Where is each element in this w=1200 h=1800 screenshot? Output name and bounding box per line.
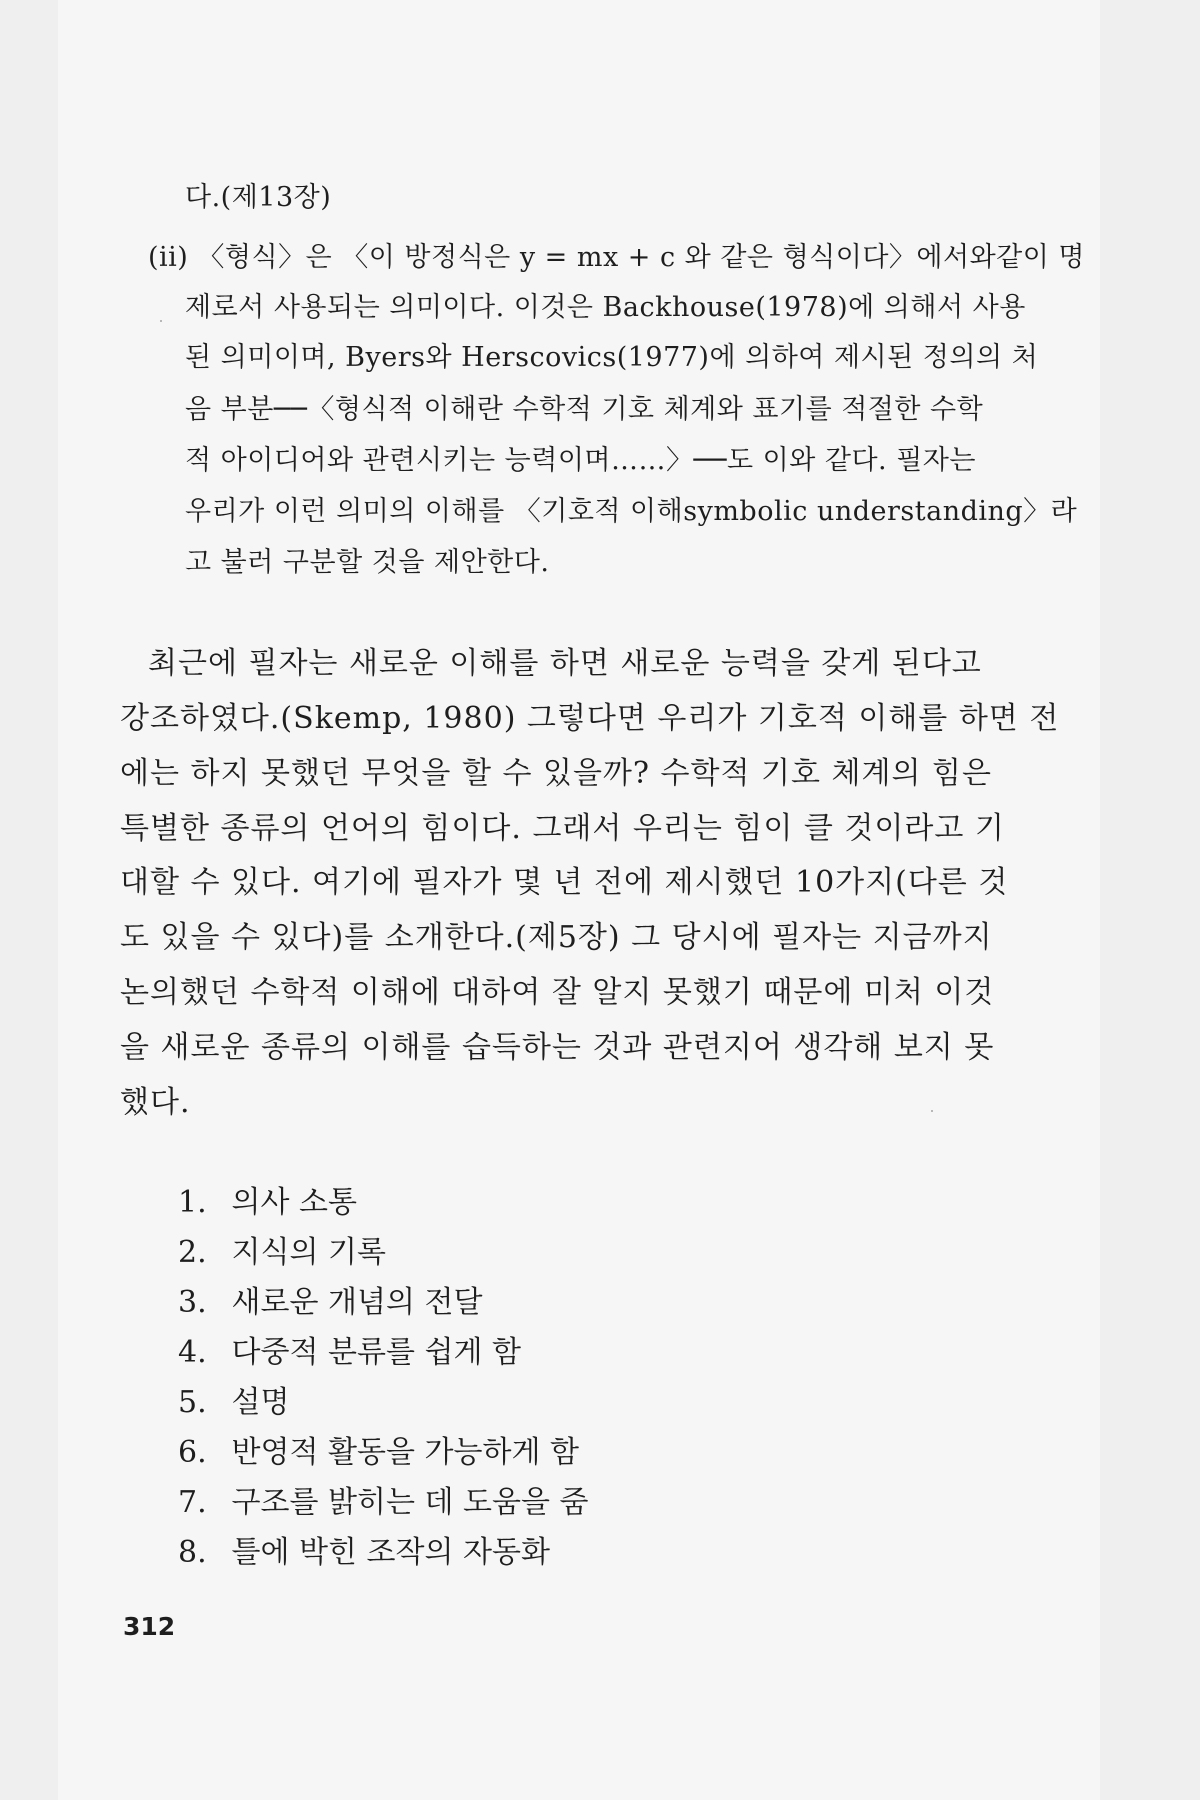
list-text: 설명 (231, 1385, 290, 1420)
list-number: 3. (178, 1285, 207, 1320)
list-text: 다중적 분류를 쉽게 함 (231, 1335, 521, 1370)
page-number: 312 (123, 1612, 176, 1641)
list-item (178, 1432, 579, 1474)
list-item (178, 1532, 550, 1574)
paragraph-line: 에는 하지 못했던 무엇을 할 수 있을까? 수학적 기호 체계의 힘은 (120, 756, 992, 791)
list-item (178, 1282, 482, 1324)
scan-speck (931, 1110, 933, 1112)
list-item (178, 1482, 588, 1524)
list-number: 2. (178, 1235, 207, 1270)
list-text: 반영적 활동을 가능하게 함 (231, 1435, 579, 1470)
definition-line: 음 부분──〈형식적 이해란 수학적 기호 체계와 표기를 적절한 수학 (185, 394, 984, 425)
definition-line: 된 의미이며, Byers와 Herscovics(1977)에 의하여 제시된 정의의 처 (185, 342, 1039, 373)
paragraph-line: 했다. (120, 1085, 191, 1120)
list-text: 구조를 밝히는 데 도움을 줌 (231, 1485, 589, 1520)
paragraph-line: 논의했던 수학적 이해에 대하여 잘 알지 못했기 때문에 미처 이것 (120, 975, 995, 1010)
list-number: 5. (178, 1385, 207, 1420)
paragraph-line: 강조하였다.(Skemp, 1980) 그렇다면 우리가 기호적 이해를 하면 전 (120, 701, 1060, 736)
definition-line: 제로서 사용되는 의미이다. 이것은 Backhouse(1978)에 의해서 사용 (185, 292, 1026, 323)
definition-line: 적 아이디어와 관련시키는 능력이며……〉──도 이와 같다. 필자는 (185, 445, 976, 476)
list-text: 틀에 박힌 조작의 자동화 (231, 1535, 550, 1570)
list-number: 6. (178, 1435, 207, 1470)
paragraph-line: 도 있을 수 있다)를 소개한다.(제5장) 그 당시에 필자는 지금까지 (120, 920, 993, 955)
paragraph-line: 대할 수 있다. 여기에 필자가 몇 년 전에 제시했던 10가지(다른 것 (120, 865, 1009, 900)
list-text: 새로운 개념의 전달 (231, 1285, 483, 1320)
list-number: 8. (178, 1535, 207, 1570)
definition-line: 우리가 이런 의미의 이해를 〈기호적 이해symbolic understanding〉라 (185, 496, 1078, 527)
list-item (178, 1382, 290, 1424)
paragraph-line: 특별한 종류의 언어의 힘이다. 그래서 우리는 힘이 클 것이라고 기 (120, 811, 1005, 846)
definition-line: 다.(제13장) (185, 182, 332, 213)
paragraph-line: 을 새로운 종류의 이해를 습득하는 것과 관련지어 생각해 보지 못 (120, 1030, 995, 1065)
list-item (178, 1232, 386, 1274)
definition-line: 고 불러 구분할 것을 제안한다. (185, 547, 550, 578)
list-number: 4. (178, 1335, 207, 1370)
list-text: 지식의 기록 (231, 1235, 386, 1270)
paragraph-line: 최근에 필자는 새로운 이해를 하면 새로운 능력을 갖게 된다고 (148, 646, 982, 681)
list-number: 7. (178, 1485, 207, 1520)
definition-line: (ii) 〈형식〉은 〈이 방정식은 y = mx + c 와 같은 형식이다〉에서와같이 명 (148, 242, 1085, 273)
list-text: 의사 소통 (231, 1185, 358, 1220)
list-number: 1. (178, 1185, 207, 1220)
scan-speck (160, 320, 162, 322)
list-item (178, 1332, 521, 1374)
list-item (178, 1182, 357, 1224)
